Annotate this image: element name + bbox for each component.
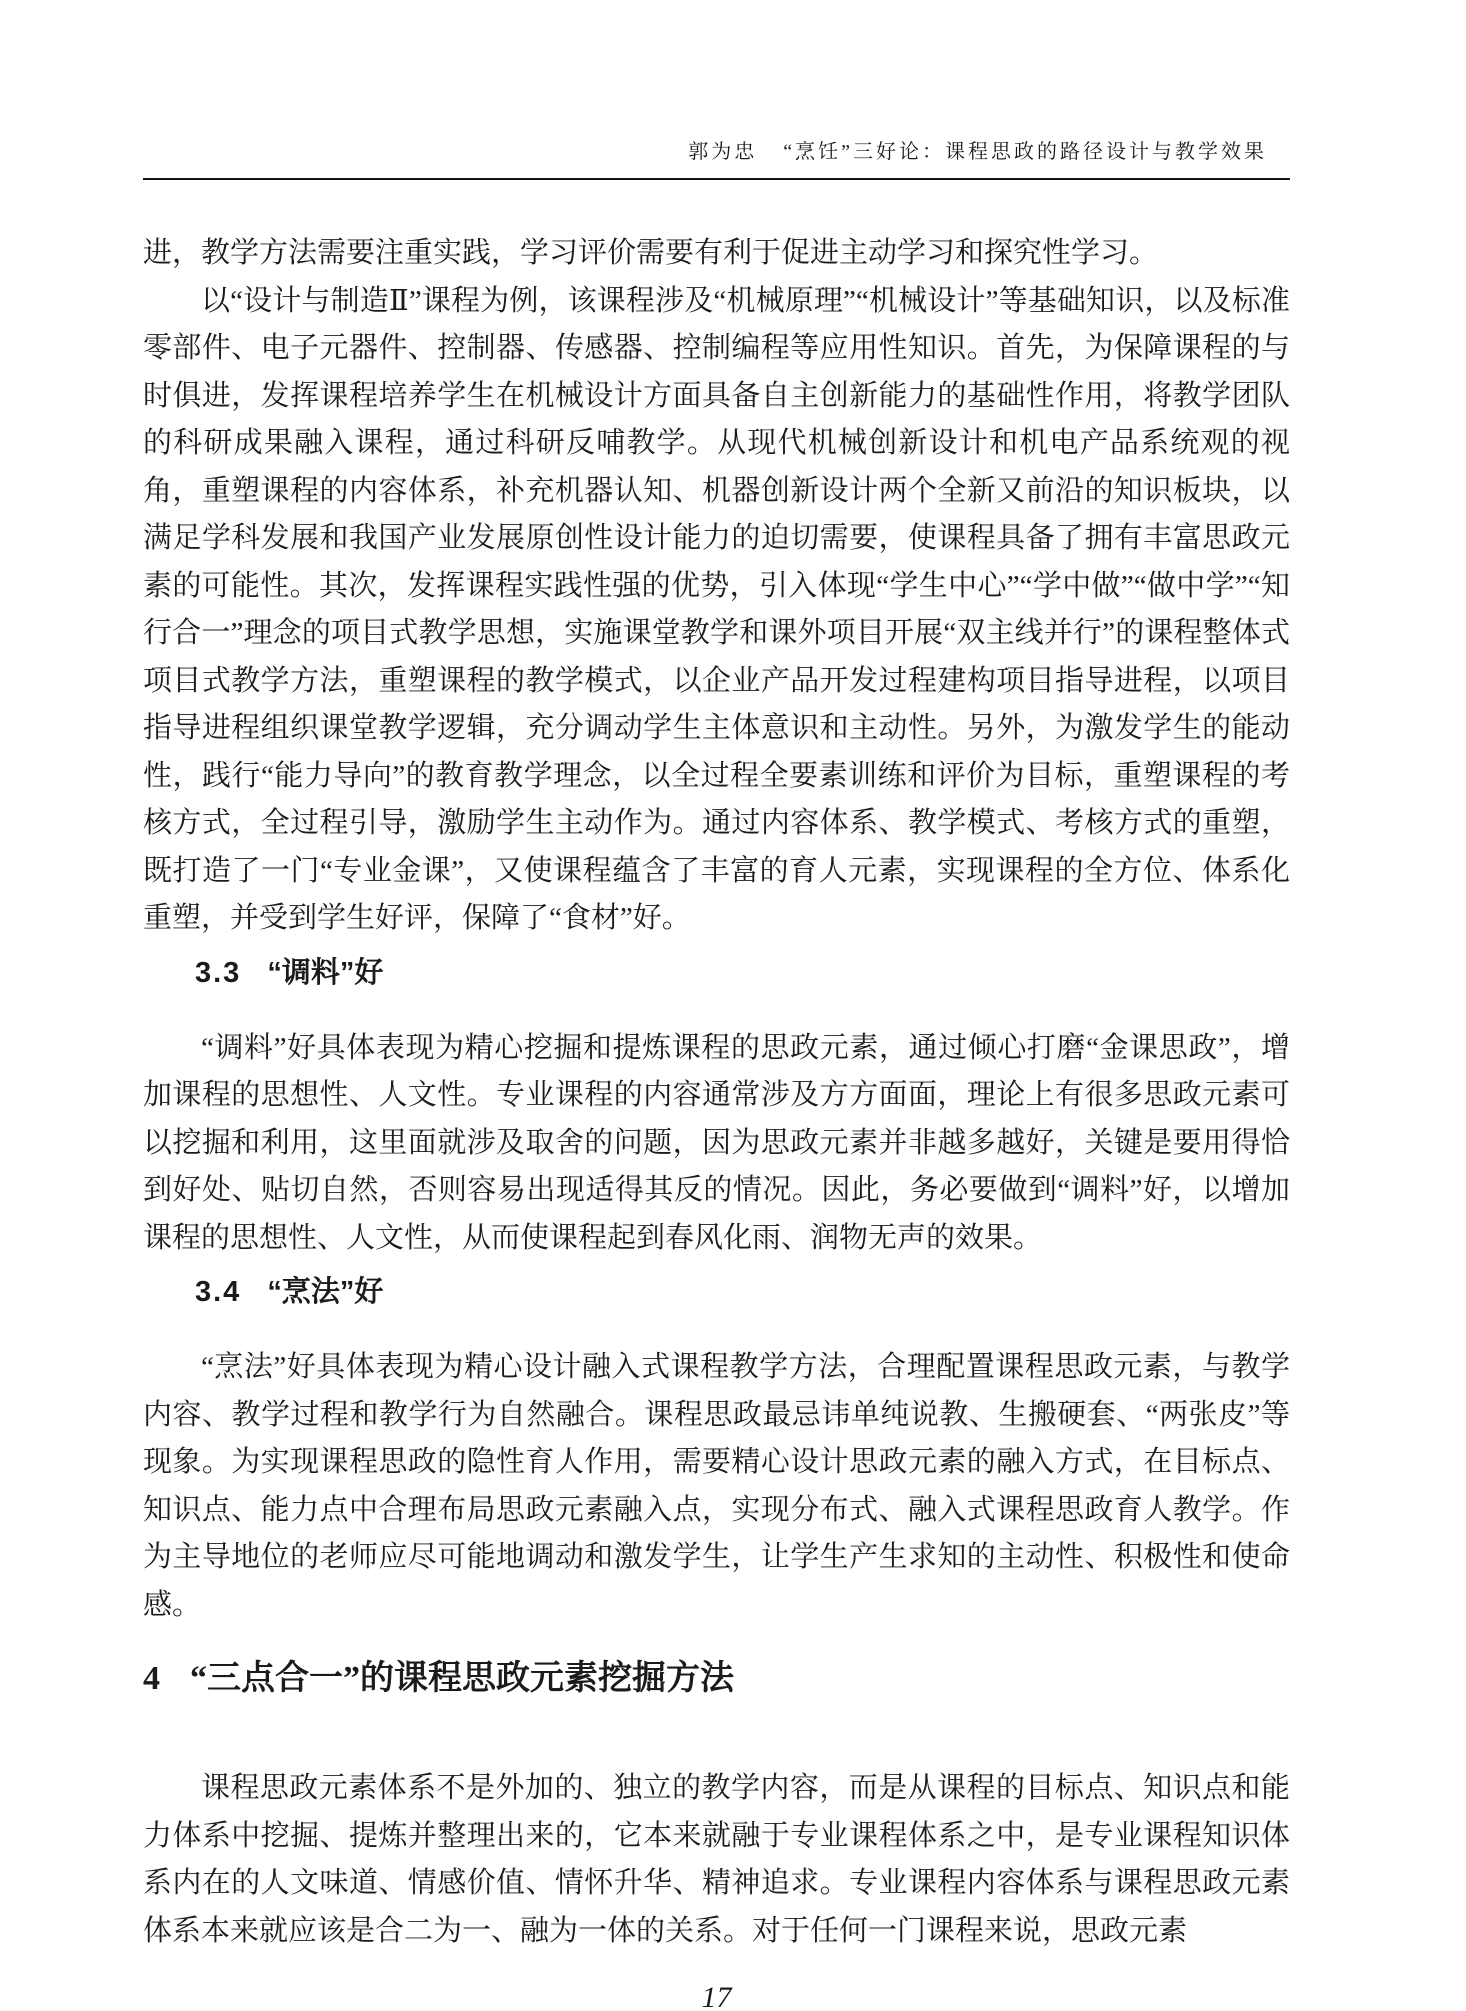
section-3-4-number: 3.4 (195, 1276, 242, 1308)
section-3-4-heading (195, 1276, 1290, 1308)
article-title: “烹饪”三好论：课程思政的路径设计与教学效果 (783, 141, 1267, 163)
paragraph-course-example: 以“设计与制造Ⅱ”课程为例，该课程涉及“机械原理”“机械设计”等基础知识，以及标准零部件、电子元器件、控制器、传感器、控制编程等应用性知识。首先，为保障课程的与时俱进，发挥课程培养学生在机械设计方面具备自主创新能力的基础性作用，将教学团队的科研成果融入课程，通过科研反哺教学。从现代机械创新设计和机电产品系统观的视角，重塑课程的内容体系，补充机器认知、机器创新设计两个全新又前沿的知识板块，以满足学科发展和我国产业发展原创性设计能力的迫切需要，使课程具备了拥有丰富思政元素的可能性。其次，发挥课程实践性强的优势，引入体现“学生中心”“学中做”“做中学”“知行合一”理念的项目式教学思想，实施课堂教学和课外项目开展“双主线并行”的课程整体式项目式教学方法，重塑课程的教学模式，以企业产品开发过程建构项目指导进程，以项目指导进程组织课堂教学逻辑，充分调动学生主体意识和主动性。另外，为激发学生的能动性，践行“能力导向”的教育教学理念，以全过程全要素训练和评价为目标，重塑课程的考核方式，全过程引导，激励学生主动作为。通过内容体系、教学模式、考核方式的重塑，既打造了一门“专业金课”，又使课程蕴含了丰富的育人元素，实现课程的全方位、体系化重塑，并受到学生好评，保障了“食材”好。 (143, 284, 1290, 934)
paragraph-section-4: 课程思政元素体系不是外加的、独立的教学内容，而是从课程的目标点、知识点和能力体系中挖掘、提炼并整理出来的，它本来就融于专业课程体系之中，是专业课程知识体系内在的人文味道、情感价值、情怀升华、精神追求。专业课程内容体系与课程思政元素体系本来就应该是合二为一、融为一体的关系。对于任何一门课程来说，思政元素 (143, 1772, 1290, 1947)
paragraph-section-3-4: “烹法”好具体表现为精心设计融入式课程教学方法，合理配置课程思政元素，与教学内容、教学过程和教学行为自然融合。课程思政最忌讳单纯说教、生搬硬套、“两张皮”等现象。为实现课程思政的隐性育人作用，需要精心设计思政元素的融入方式，在目标点、知识点、能力点中合理布局思政元素融入点，实现分布式、融入式课程思政育人教学。作为主导地位的老师应尽可能地调动和激发学生，让学生产生求知的主动性、积极性和使命感。 (143, 1351, 1290, 1621)
running-header (143, 0, 1290, 180)
page-content-column (143, 0, 1290, 2011)
section-4-number: 4 (143, 1660, 160, 1697)
author-name: 郭为忠 (688, 141, 758, 163)
article-body (143, 180, 1290, 1955)
section-4-heading (143, 1657, 1290, 1701)
section-3-4-title: “烹法”好 (267, 1276, 384, 1308)
paragraph-continuation: 进，教学方法需要注重实践，学习评价需要有利于促进主动学习和探究性学习。 (143, 237, 1159, 269)
paragraph-section-3-3: “调料”好具体表现为精心挖掘和提炼课程的思政元素，通过倾心打磨“金课思政”，增加课程的思想性、人文性。专业课程的内容通常涉及方方面面，理论上有很多思政元素可以挖掘和利用，这里面就涉及取舍的问题，因为思政元素并非越多越好，关键是要用得恰到好处、贴切自然，否则容易出现适得其反的情况。因此，务必要做到“调料”好，以增加课程的思想性、人文性，从而使课程起到春风化雨、润物无声的效果。 (143, 1031, 1290, 1254)
section-3-3-heading (195, 957, 1290, 989)
section-3-3-title: “调料”好 (267, 956, 384, 989)
running-header-text (143, 138, 1290, 166)
page-footer (143, 1981, 1290, 2011)
section-3-3-number: 3.3 (195, 956, 242, 989)
page-number: 17 (701, 1981, 732, 2011)
section-4-title: “三点合一”的课程思政元素挖掘方法 (190, 1660, 734, 1697)
